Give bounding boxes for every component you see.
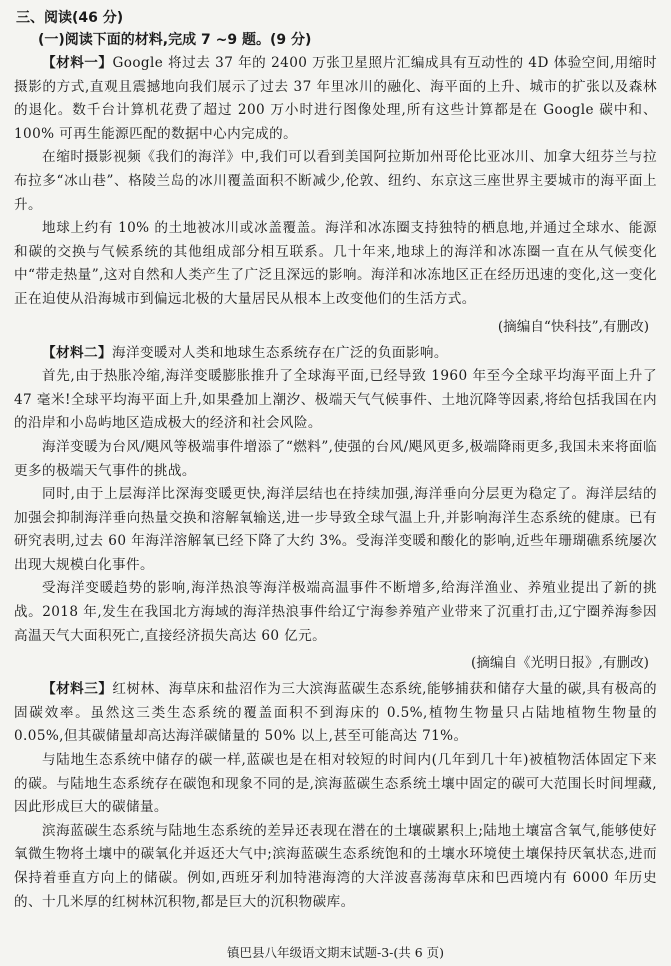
material2-label: 【材料二】: [42, 344, 112, 361]
material2-paragraph-3: 海洋变暖为台风/飓风等极端事件增添了“燃料”,使强的台风/飓风更多,极端降雨更多,我国未来将面临更多的极端天气事件的挑战。: [14, 438, 657, 479]
material3-paragraph-2: 与陆地生态系统中储存的碳一样,蓝碳也是在相对较短的时间内(几年到几十年)被植物活体固定下来的碳。与陆地生态系统存在碳饱和现象不同的是,滨海蓝碳生态系统土壤中固定的碳可大范围长时间埋藏,因此形成巨大的碳储量。: [14, 752, 657, 816]
material3-label: 【材料三】: [42, 681, 113, 698]
material3-paragraph-3: 滨海蓝碳生态系统与陆地生态系统的差异还表现在潜在的土壤碳累积上;陆地土壤富含氧气,能够使好氧微生物将土壤中的碳氧化并返还大气中;滨海蓝碳生态系统饱和的土壤水环境使土壤保持厌氧状态,进而保持着垂直方向上的储碳。例如,西班牙利加特港海湾的大洋波喜荡海草床和巴西境内有 6000 年历史的、十几米厚的红树林沉积物,都是巨大的沉积物碳库。: [14, 822, 657, 910]
material2-source: (摘编自《光明日报》,有删改): [470, 655, 649, 672]
material1-label: 【材料一】: [42, 55, 113, 71]
material3-paragraph-1: 【材料三】红树林、海草床和盐沼作为三大滨海蓝碳生态系统,能够捕获和储存大量的碳,具有极高的固碳效率。虽然这三类生态系统的覆盖面积不到海床的 0.5%,植物生物量只占陆地植物生物量的 0.05%,但其碳储量却高达海洋碳储量的 50% 以上,甚至可能高达 71%。: [14, 681, 658, 745]
material1-source: (摘编自“快科技”,有删改): [497, 318, 649, 335]
material2-paragraph-4: 同时,由于上层海洋比深海变暖更快,海洋层结也在持续加强,海洋垂向分层更为稳定了。海洋层结的加强会抑制海洋垂向热量交换和溶解氧输送,进一步导致全球气温上升,并影响海洋生态系统的健康。已有研究表明,过去 60 年海洋溶解氧已经下降了大约 3%。受海洋变暖和酸化的影响,近些年珊瑚礁系统屡次出现大规模白化事件。: [14, 486, 657, 573]
material1-paragraph-2: 在缩时摄影视频《我们的海洋》中,我们可以看到美国阿拉斯加州哥伦比亚冰川、加拿大纽芬兰与拉布拉多“冰山巷”、格陵兰岛的冰川覆盖面积不断减少,伦敦、纽约、东京这三座世界主要城市的海平面上升。: [14, 149, 657, 213]
page-footer: 镇巴县八年级语文期末试题-3-(共 6 页): [226, 945, 445, 960]
section-title: 三、阅读(46 分): [16, 10, 124, 26]
material1-paragraph-3: 地球上约有 10% 的土地被冰川或冰盖覆盖。海洋和冰冻圈支持独特的栖息地,并通过全球水、能源和碳的交换与气候系统的其他组成部分相互联系。几十年来,地球上的海洋和冰冻圈一直在从气候变化中“带走热量”,这对自然和人类产生了广泛且深远的影响。海洋和冰冻地区正在经历迅速的变化,这一变化正在迫使从沿海城市到偏远北极的大量居民从根本上改变他们的生活方式。: [14, 220, 657, 307]
material2-paragraph-5: 受海洋变暖趋势的影响,海洋热浪等海洋极端高温事件不断增多,给海洋渔业、养殖业提出了新的挑战。2018 年,发生在我国北方海域的海洋热浪事件给辽宁海参养殖产业带来了沉重打击,辽宁圈养海参因高温天气大面积死亡,直接经济损失高达 60 亿元。: [14, 580, 657, 644]
part-title: (一)阅读下面的材料,完成 7 ~9 题。(9 分): [38, 32, 312, 48]
material1-paragraph-1: 【材料一】Google 将过去 37 年的 2400 万张卫星照片汇编成具有互动性的 4D 体验空间,用缩时摄影的方式,直观且震撼地向我们展示了过去 37 年里冰川的融化、海平面的上升、城市的扩张以及森林的退化。数千台计算机花费了超过 200 万小时进行图像处理,所有这些计算都是在 Google 碳中和、100% 可再生能源匹配的数据中心内完成的。: [14, 55, 658, 142]
material2-paragraph-1: 【材料二】海洋变暖对人类和地球生态系统存在广泛的负面影响。: [42, 344, 448, 361]
material2-paragraph-2: 首先,由于热胀冷缩,海洋变暖膨胀推升了全球海平面,已经导致 1960 年至今全球平均海平面上升了 47 毫米!全球平均海平面上升,如果叠加上潮汐、极端天气气候事件、土地沉降等因素,将给包括我国在内的沿岸和小岛屿地区造成极大的经济和社会风险。: [14, 368, 657, 432]
